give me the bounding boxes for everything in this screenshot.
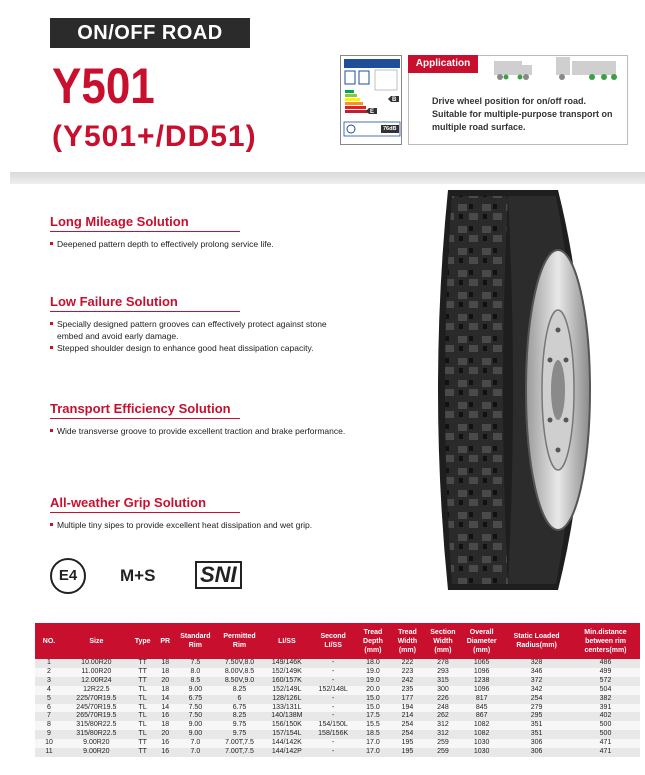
table-cell: 315/80R22.5 xyxy=(63,721,130,730)
table-cell: 8 xyxy=(35,721,63,730)
table-cell: TT xyxy=(130,659,156,668)
feature-long-mileage xyxy=(50,214,274,250)
table-cell: 177 xyxy=(390,695,424,704)
table-cell: 10.00R20 xyxy=(63,659,130,668)
table-cell: 351 xyxy=(502,721,571,730)
table-cell: - xyxy=(311,668,356,677)
table-cell: 6.75 xyxy=(216,704,263,713)
table-cell: 306 xyxy=(502,739,571,748)
feature-title: All-weather Grip Solution xyxy=(50,495,207,510)
feature-rule xyxy=(50,512,240,513)
table-cell: 1030 xyxy=(461,739,502,748)
table-cell: 9.00 xyxy=(175,721,216,730)
table-cell: 259 xyxy=(425,748,462,757)
table-cell: 500 xyxy=(571,721,640,730)
table-cell: 14 xyxy=(156,704,175,713)
feature-title: Transport Efficiency Solution xyxy=(50,401,231,416)
table-cell: 262 xyxy=(425,712,462,721)
feature-point: Specially designed pattern grooves can effectively protect against stone embed and avoid early damage. xyxy=(50,318,350,342)
table-cell: 18 xyxy=(156,668,175,677)
table-cell: 194 xyxy=(390,704,424,713)
table-cell: 18.5 xyxy=(356,730,390,739)
table-cell: 245/70R19.5 xyxy=(63,704,130,713)
col-header: Section Width (mm) xyxy=(425,623,462,659)
table-cell: 195 xyxy=(390,748,424,757)
tire-image xyxy=(408,180,623,600)
table-cell: 9.00 xyxy=(175,730,216,739)
table-row xyxy=(35,686,640,695)
table-cell: 9.00R20 xyxy=(63,739,130,748)
table-cell: 15.0 xyxy=(356,704,390,713)
table-cell: 300 xyxy=(425,686,462,695)
table-row xyxy=(35,748,640,757)
table-cell: 6.75 xyxy=(175,695,216,704)
eu-wet-grade: B xyxy=(392,97,397,103)
table-cell: 7.0 xyxy=(175,739,216,748)
table-cell: 6 xyxy=(216,695,263,704)
table-cell: 1096 xyxy=(461,686,502,695)
table-cell: 16 xyxy=(156,748,175,757)
spec-table xyxy=(35,623,640,757)
table-cell: 223 xyxy=(390,668,424,677)
table-cell: 158/156K xyxy=(311,730,356,739)
table-cell: 1 xyxy=(35,659,63,668)
table-cell: 500 xyxy=(571,730,640,739)
table-cell: 20.0 xyxy=(356,686,390,695)
table-cell: 5 xyxy=(35,695,63,704)
table-cell: 295 xyxy=(502,712,571,721)
col-header: Second LI/SS xyxy=(311,623,356,659)
table-row xyxy=(35,695,640,704)
table-cell: 16 xyxy=(156,712,175,721)
table-cell: 144/142K xyxy=(263,739,310,748)
table-cell: 572 xyxy=(571,677,640,686)
table-cell: 11 xyxy=(35,748,63,757)
table-cell: 306 xyxy=(502,748,571,757)
table-cell: 17.5 xyxy=(356,712,390,721)
table-cell: 8.50V,9.0 xyxy=(216,677,263,686)
model-title: Y501 xyxy=(52,58,155,114)
table-cell: 17.0 xyxy=(356,748,390,757)
table-cell: 9 xyxy=(35,730,63,739)
table-cell: 222 xyxy=(390,659,424,668)
table-cell: 18 xyxy=(156,659,175,668)
table-row xyxy=(35,659,640,668)
feature-point: Multiple tiny sipes to provide excellent heat dissipation and wet grip. xyxy=(50,519,312,531)
table-cell: 7.50V,8.0 xyxy=(216,659,263,668)
table-cell: - xyxy=(311,695,356,704)
application-description xyxy=(432,95,622,134)
feature-rule xyxy=(50,231,240,232)
table-cell: 867 xyxy=(461,712,502,721)
table-cell: 1082 xyxy=(461,721,502,730)
feature-transport-efficiency xyxy=(50,401,345,437)
table-cell: 315 xyxy=(425,677,462,686)
table-cell: 9.00R20 xyxy=(63,748,130,757)
table-cell: 20 xyxy=(156,677,175,686)
category-tag: ON/OFF ROAD xyxy=(50,18,250,48)
truck-icon xyxy=(556,57,617,80)
table-cell: - xyxy=(311,677,356,686)
table-row xyxy=(35,668,640,677)
table-cell: TL xyxy=(130,686,156,695)
table-cell: 152/149K xyxy=(263,668,310,677)
eu-noise-value: 76dB xyxy=(383,126,397,132)
eu-fuel-grade: E xyxy=(370,109,375,115)
col-header: Static Loaded Radius(mm) xyxy=(502,623,571,659)
table-cell: 7.00T,7.5 xyxy=(216,748,263,757)
table-cell: 346 xyxy=(502,668,571,677)
mud-snow-mark: M+S xyxy=(120,566,156,585)
table-cell: 18.0 xyxy=(356,659,390,668)
table-row xyxy=(35,721,640,730)
feature-all-weather xyxy=(50,495,312,531)
table-cell: 14 xyxy=(156,695,175,704)
table-cell: 254 xyxy=(502,695,571,704)
table-cell: 15.0 xyxy=(356,695,390,704)
truck-icons xyxy=(492,55,627,83)
table-cell: 4 xyxy=(35,686,63,695)
table-row xyxy=(35,704,640,713)
table-cell: 3 xyxy=(35,677,63,686)
table-cell: - xyxy=(311,739,356,748)
table-cell: 312 xyxy=(425,721,462,730)
table-cell: 7.50 xyxy=(175,712,216,721)
table-cell: - xyxy=(311,659,356,668)
table-cell: 12R22.5 xyxy=(63,686,130,695)
col-header: Min.distance between rim centers(mm) xyxy=(571,623,640,659)
table-cell: 133/131L xyxy=(263,704,310,713)
table-cell: 19.0 xyxy=(356,668,390,677)
table-row xyxy=(35,712,640,721)
application-line: multiple road surface. xyxy=(432,122,526,132)
col-header: Standard Rim xyxy=(175,623,216,659)
table-cell: 17.0 xyxy=(356,739,390,748)
table-cell: 315/80R22.5 xyxy=(63,730,130,739)
table-cell: 19.0 xyxy=(356,677,390,686)
table-cell: 9.00 xyxy=(175,686,216,695)
table-cell: TL xyxy=(130,695,156,704)
table-cell: 140/138M xyxy=(263,712,310,721)
table-cell: TT xyxy=(130,668,156,677)
table-cell: 259 xyxy=(425,739,462,748)
table-cell: 157/154L xyxy=(263,730,310,739)
table-cell: 486 xyxy=(571,659,640,668)
table-cell: 144/142P xyxy=(263,748,310,757)
table-cell: 7.0 xyxy=(175,748,216,757)
table-cell: 128/126L xyxy=(263,695,310,704)
table-cell: TL xyxy=(130,721,156,730)
table-cell: 1030 xyxy=(461,748,502,757)
table-cell: 156/150K xyxy=(263,721,310,730)
table-cell: 1238 xyxy=(461,677,502,686)
table-cell: 2 xyxy=(35,668,63,677)
table-cell: 15.5 xyxy=(356,721,390,730)
col-header: PR xyxy=(156,623,175,659)
table-cell: 471 xyxy=(571,739,640,748)
table-cell: 7.00T,7.5 xyxy=(216,739,263,748)
application-line: Drive wheel position for on/off road. xyxy=(432,96,587,106)
table-cell: 254 xyxy=(390,721,424,730)
model-variants: (Y501+/DD51) xyxy=(52,120,257,153)
table-cell: 1096 xyxy=(461,668,502,677)
table-row xyxy=(35,739,640,748)
table-cell: 8.25 xyxy=(216,686,263,695)
table-cell: 225/70R19.5 xyxy=(63,695,130,704)
feature-point: Stepped shoulder design to enhance good heat dissipation capacity. xyxy=(50,342,350,354)
table-cell: 152/149L xyxy=(263,686,310,695)
dot-icons xyxy=(504,75,523,80)
table-cell: TT xyxy=(130,677,156,686)
table-cell: 7.5 xyxy=(175,659,216,668)
table-cell: 817 xyxy=(461,695,502,704)
table-cell: 293 xyxy=(425,668,462,677)
feature-point: Wide transverse groove to provide excellent traction and brake performance. xyxy=(50,425,345,437)
table-cell: 9.75 xyxy=(216,730,263,739)
col-header: Permitted Rim xyxy=(216,623,263,659)
feature-point: Deepened pattern depth to effectively prolong service life. xyxy=(50,238,274,250)
feature-title: Long Mileage Solution xyxy=(50,214,189,229)
col-header: Type xyxy=(130,623,156,659)
table-cell: 8.00V,8.5 xyxy=(216,668,263,677)
table-cell: 10 xyxy=(35,739,63,748)
table-header-row xyxy=(35,623,640,659)
col-header: NO. xyxy=(35,623,63,659)
table-row xyxy=(35,677,640,686)
van-icon xyxy=(494,61,532,80)
table-cell: 20 xyxy=(156,730,175,739)
table-cell: 278 xyxy=(425,659,462,668)
table-cell: 471 xyxy=(571,748,640,757)
table-cell: 149/146K xyxy=(263,659,310,668)
table-cell: 8.5 xyxy=(175,677,216,686)
table-cell: 328 xyxy=(502,659,571,668)
table-cell: 226 xyxy=(425,695,462,704)
table-cell: 402 xyxy=(571,712,640,721)
table-cell: 845 xyxy=(461,704,502,713)
table-cell: 214 xyxy=(390,712,424,721)
col-header: Size xyxy=(63,623,130,659)
table-cell: 254 xyxy=(390,730,424,739)
table-cell: TL xyxy=(130,730,156,739)
col-header: Tread Width (mm) xyxy=(390,623,424,659)
table-cell: 1065 xyxy=(461,659,502,668)
feature-rule xyxy=(50,311,240,312)
table-cell: 265/70R19.5 xyxy=(63,712,130,721)
table-cell: 504 xyxy=(571,686,640,695)
col-header: Overall Diameter (mm) xyxy=(461,623,502,659)
col-header: LI/SS xyxy=(263,623,310,659)
table-cell: 391 xyxy=(571,704,640,713)
eu-tyre-label xyxy=(340,55,402,145)
table-cell: TL xyxy=(130,704,156,713)
table-cell: 9.75 xyxy=(216,721,263,730)
table-cell: 312 xyxy=(425,730,462,739)
table-cell: 242 xyxy=(390,677,424,686)
table-cell: 235 xyxy=(390,686,424,695)
table-cell: 160/157K xyxy=(263,677,310,686)
table-cell: 11.00R20 xyxy=(63,668,130,677)
sni-mark-icon: SNI xyxy=(195,561,242,589)
table-cell: 382 xyxy=(571,695,640,704)
application-tab: Application xyxy=(408,55,478,73)
table-cell: 351 xyxy=(502,730,571,739)
table-cell: 18 xyxy=(156,721,175,730)
table-cell: 16 xyxy=(156,739,175,748)
table-cell: TT xyxy=(130,739,156,748)
table-row xyxy=(35,730,640,739)
table-cell: 499 xyxy=(571,668,640,677)
table-cell: 195 xyxy=(390,739,424,748)
feature-low-failure xyxy=(50,294,380,354)
table-cell: 7.50 xyxy=(175,704,216,713)
table-cell: 12.00R24 xyxy=(63,677,130,686)
feature-rule xyxy=(50,418,240,419)
table-cell: 342 xyxy=(502,686,571,695)
table-cell: 8.25 xyxy=(216,712,263,721)
table-cell: - xyxy=(311,704,356,713)
col-header: Tread Depth (mm) xyxy=(356,623,390,659)
table-cell: 372 xyxy=(502,677,571,686)
table-cell: 7 xyxy=(35,712,63,721)
table-cell: TT xyxy=(130,748,156,757)
table-cell: - xyxy=(311,748,356,757)
table-cell: 279 xyxy=(502,704,571,713)
table-cell: TL xyxy=(130,712,156,721)
table-cell: 1082 xyxy=(461,730,502,739)
table-cell: 8.0 xyxy=(175,668,216,677)
application-line: Suitable for multiple-purpose transport on xyxy=(432,109,613,119)
table-cell: - xyxy=(311,712,356,721)
table-cell: 6 xyxy=(35,704,63,713)
table-cell: 152/148L xyxy=(311,686,356,695)
feature-title: Low Failure Solution xyxy=(50,294,178,309)
table-cell: 248 xyxy=(425,704,462,713)
table-cell: 154/150L xyxy=(311,721,356,730)
e-mark-icon: E4 xyxy=(50,558,86,594)
table-cell: 18 xyxy=(156,686,175,695)
